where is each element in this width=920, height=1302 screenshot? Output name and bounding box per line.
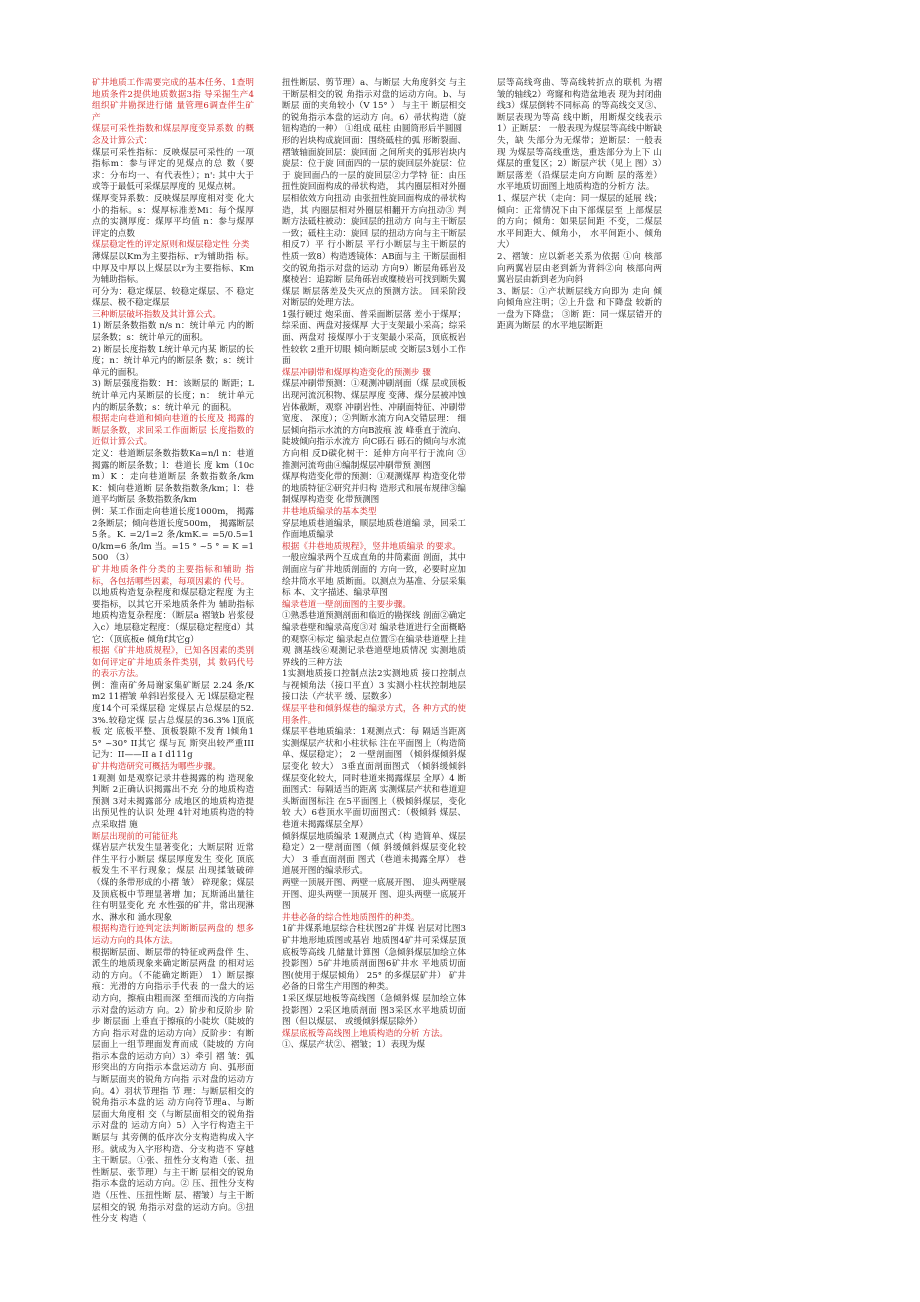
section-heading: 煤层平巷和倾斜煤巷的编录方式，各 种方式的使用条件。 [282, 704, 466, 726]
text-column-3 [497, 78, 665, 333]
section-heading: 煤层可采性指数和煤层厚度变异系数 的概念及计算公式： [92, 124, 254, 146]
section-heading: 矿井构造研究可概括为哪些步骤。 [92, 762, 221, 773]
section-heading: 三种断层破坏指数及其计算公式。 [92, 309, 221, 320]
body-paragraph: 2、褶皱：应以新老关系为依据 ①向 核部向两翼岩层由老到新为背斜②向 核部向两翼岩层由新到老为向斜 [497, 251, 662, 286]
body-paragraph: 例：淮南矿务局谢家集矿断层 2.24 条/Km2 11褶皱 单斜l岩浆侵入 无 l煤层稳定程度14个可采煤层稳 定煤层占总煤层的52.3%.较稳定煤 层占总煤层的36.3% l顶底板 定 底板平整、顶板裂隙不发育 l倾角15° ~30° II其它 煤与瓦 斯突出较严重III 记为：II——II a I d111g [92, 680, 257, 761]
body-paragraph: 1强行硬过 炮采面、普采面断层落 差小于煤厚；综采面、两盘对接煤厚 大于支架最小采高；综采面、两盘对 接煤厚小于支架最小采高，顶底板岩 性较软 2重开切眼 倾向断层或 交断层3划小工作面 [282, 309, 469, 367]
body-paragraph: 扭性断层、剪节理）a、与断层 大角度斜交 与主干断层相交的锐 角指示对盘的运动方向。b、与断层 面的夹角较小（V 15° ） 与主干 断层相交的锐角指示本盘的运动方 向。6）帚状构造（旋钮构造的一种） ①组成 砥柱 由圆筒形后半圆圆 [282, 78, 466, 135]
section-heading: 根据《矿井地质规程》，已知各因素的类别如何评定矿井地质条件类别，其 数码代号的表示方法。 [92, 646, 254, 680]
body-paragraph: 煤层平巷地质编录：1观测点式：每 隔适当距离实测煤层产状和小柱状标 注在平面图上（构造简单、煤层稳定）； 2 一壁剖面图 （倾斜煤倾斜煤层变化 较大） 3垂直面剖面图式 （倾斜缓倾斜 煤层变化较大，同时巷道来揭露煤层 全厚）4 断面图式：每隔适当的距离 实测煤层产状和巷道迎头断面图标注 在5平面图上（极倾斜煤层，变化较 大）6巷顶水平面切面图式：（极倾斜 煤层、巷道未揭露煤层全厚） [282, 727, 469, 830]
body-paragraph: 煤层可采性指标：反映煤层可采性的 一项指标m：参与评定的见煤点的总 数（要求：分布均一、有代表性）；n': 其中大于或等于最低可采煤层厚度的 见煤点树。 [92, 147, 254, 193]
body-paragraph: ①熟悉巷道预测剖面和临近的勘探线 剖面②确定编录巷壁和编录高度③对 编录巷道进行全面概略的观察④标定 编录起点位置⑤在编录巷道壁上挂观 测基线⑥观测记录巷道壁地质情况 实测地质界线的三种方法 [282, 611, 466, 668]
body-paragraph: 1观测 如是观察记录井巷揭露的构 造现象判断 2正确认识揭露出不充 分的地质构造预测 3对未揭露部分 成地区的地质构造提出预见性的认识 处理 4针对地质构造的特点采取措 施 [92, 773, 254, 830]
text-column-1 [92, 78, 257, 1226]
body-paragraph: 根据断层面、断层带的特征或两盘伴 生、派生的地质现象来确定断层两盘 的相对运动的方向。（不能确定断距） 1）断层擦痕：光滑的方向指示手代表 的一盘大的运动方向，擦痕由粗而深 至细而浅的方向指示对盘的运动方 向。2）阶步和反阶步 阶步 断层面 上垂直于擦痕的小陡坎（陡坡的方向 指示对盘的运动方向）反阶步：有断 层面上一组节理面发育而成（陡坡的 方向指示本盘的运动方向）3）牵引 褶 皱：弧形突出的方向指示本盘运动方 向、弧形面与断层面夹的锐角方向指 示对盘的运动方向。4）羽状节理指 节 理：与断层相交的锐角指示本盘的运 动方向符节理a、与断层面大角度相 交（与断层面相交的锐角指示对盘的 运动方向）5）入字行构造主干断层与 其旁侧的低序次分支构造构成入字 形。就成为入字形构造、分支构造不 穿越主干断层。①张、扭性分支构造（张、扭性断层、张节理）与主干断 层相交的锐角指示本盘的运动方向。② 压、扭性分支构造（压性、压扭性断 层、褶皱）与主干断层相交的锐 角指示对盘的运动方向。③扭性分支 构造（ [92, 947, 257, 1225]
section-heading: 编录巷道一壁剖面图的主要步骤。 [282, 599, 411, 610]
section-heading: 根据《井巷地质规程》，竖井地质编录 的要求。 [282, 541, 461, 552]
body-paragraph: 例：某工作面走向巷道长度1000m， 揭露2条断层；倾向巷道长度500m， 揭露断层5条。K. =2/1=2 条/kmK.= =5/0.5=10/km=6 条/lm 当。=15 ° ~5 ° = K =1500 （3） [92, 506, 254, 564]
body-paragraph: ①、煤层产状②、褶皱；1）表现为煤 [282, 1040, 425, 1051]
body-paragraph: 形的岩块构成旋回面：围绕砥柱的弧 形断裂面、褶皱轴面旋回层：旋回面 之间所夹的弧形岩块内旋层：位于旋 回面四的一层的旋回层外旋层：位于 旋回面凸的一层的旋回层②力学特 征：由压扭性旋回面构成的帚状构造， 其内圈层相对外圈层相依效方向扭动 由张扭性旋回面构成的帚状构造，其 内圈层相对外圈层相翻开方向扭动③ 判断方法砥柱被动：旋回层的扭动方 向与主干断层一致；砥柱主动：旋回 层的扭动方向与主干断层相反7）平 行小断层 平行小断层与主干断层的 性质一致8）构造透镜体：AB面与主 干断层面相交的锐角指示对盘的运动 方向9）断层角砾岩及糜棱岩：追踪断 层角砾岩或糜棱岩可找到断失翼煤层 断层落差及失灭点的预测方法。 回采阶段对断层的处理方法。 [282, 135, 469, 309]
body-paragraph: 1采区煤层地板等高线图（急倾斜煤 层加绘立体投影图）2采区地质剖面 图3采区水平地质切面图（但以煤层、 或缓倾斜煤层除外） [282, 993, 466, 1028]
text-column-2 [282, 78, 469, 1052]
body-paragraph: 以地质构造复杂程度和煤层稳定程度 为主要指标，以其它开采地质条件为 辅助指标地质构造复杂程度：（断层a 褶皱b 岩浆侵入c）地层稳定程度：（煤层稳定程度d）其它：（顶底板e 倾角f其它g） [92, 588, 254, 645]
section-heading: 矿井地质条件分类的主要指标和辅助 指标，各包括哪些因素，每项因素的 代号。 [92, 564, 254, 587]
section-heading: 断层出现前的可能征兆 [92, 831, 178, 842]
body-paragraph: 层等高线弯曲、等高线转折点的联机 为褶皱的轴线2）弯窿和构造盆地表 现为封闭曲线3）煤层倒转不同标高 的等高线交叉③、断层表现为等高 线中断，用断煤交线表示1）正断层： 一般表现为煤层等高线中断缺失，缺 失部分为无煤带；逆断层：一般表现 为煤层等高线重迭，重迭部分为上下 山煤层的重复区；2）断层产状（见上 图）3）断层落差（沿煤层走向方向断 层的落差） 水平地质切面图上地质构造的分析方 法。 [497, 78, 665, 193]
body-paragraph: 两壁一顶展开图、两壁一底展开图、 迎头两壁展开图、迎头两壁一顶展开 图、迎头两壁一底展开图 [282, 877, 466, 912]
body-paragraph: 3) 断层强度指数：H：该断层的 断距；L统计单元内某断层的长度；n： 统计单元内的断层条数；s：统计单元 的面积。 [92, 379, 254, 413]
body-paragraph: 煤厚变异系数：反映煤层厚度相对变 化大小的指标。s：煤厚标准差Mi：每个煤厚点的实测厚度：煤厚平均值 n：参与煤厚评定的点数 [92, 193, 254, 239]
body-paragraph: 1) 断层条数指数 n/s n：统计单元 内的断层条数；s：统计单元的面积。 [92, 321, 254, 344]
body-paragraph: 3、断层：①产状断层线方向即为 走向 倾向倾角应注明；②上升盘 和下降盘 较新的一盘为下降盘； ③断 距：同一煤层错开的距离为断层 的水平地层断距 [497, 286, 662, 332]
body-paragraph: 一般应编录两个互成直角的井筒素面 剖面，其中剖面应与矿井地质剖面的 方向一致，必要时应加绘井筒水平地 质断面。以测点为基准、分层采集标 本、文字描述、编录草图 [282, 553, 466, 599]
section-heading: 煤层底板等高线图上地质构造的分析 方法。 [282, 1028, 449, 1039]
section-heading: 井巷地质编录的基本类型 [282, 506, 377, 517]
section-heading: 煤层冲刷带和煤厚构造变化的预测步 骤 [282, 367, 431, 378]
section-heading: 矿井地质工作需要完成的基本任务、1查明地质条件2提供地质数据3指 导采掘生产4组织矿井勘探进行储 量管理6调查伴生矿产 [92, 78, 254, 123]
body-paragraph: 1实测地质接口控制点法2实测地质 接口控制点与视倾角法（接口平直）3 实测小柱状控制地层接口法（产状平 缓、层数多） [282, 669, 466, 703]
body-paragraph: 倾斜煤层地质编录 1观测点式（构 造简单、煤层稳定）2一壁剖面图（倾 斜缓倾斜煤层变化较大） 3 垂直面剖面 图式（巷道未揭露全厚） 巷道展开图的编录形式。 [282, 831, 466, 877]
body-paragraph: 煤岩层产状发生显著变化；大断层附 近常伴生平行小断层 煤层厚度发生 变化 顶底板发生不平行现象；煤层 出现揉皱破碎（煤的条带形成的小褶 皱） 碎现象；煤层及顶底板中节理显著增 加；瓦斯涌出量往往有明显变化 充 水性强的矿井，常出现淋水、淋水和 涌水现象 [92, 843, 254, 923]
body-paragraph: 定义：巷道断层条数指数Ka=n/l n：巷道揭露的断层条数；l：巷道长 度 km（10cm）K ：走向巷道断层 条数指数条/kmK：倾向巷道断 层条数指数条/km；l：巷道平均断层 条数指数条/km [92, 449, 254, 506]
body-paragraph: 可分为：稳定煤层、较稳定煤层、不 稳定煤层、极不稳定煤层 [92, 286, 254, 309]
section-heading: 根据走向巷道和倾向巷道的长度及 揭露的断层条数，求回采工作面断层 长度指数的近似计算公式。 [92, 414, 254, 448]
body-paragraph: 煤层冲刷带预测：①观测冲刷剖面（煤 层或顶板出现河流沉积物、煤层厚度 变薄、煤分层被冲蚀岩体截断，观察 冲刷岩性、冲刷面特征、冲刷带宽度、 深度）；②判断水流方向A交错层理： 细层倾向指示水流的方向B波痕 波 峰垂直于流向、陡坡倾向指示水流方 向C砾石 砾石的倾向与水流方向相 反D碳化树干：延伸方向平行于流向 ③ 推测河流弯曲④编制煤层冲刷带预 测图 [282, 379, 469, 471]
section-heading: 根据构造行迹判定法判断断层两盘的 想多运动方向的具体方法。 [92, 924, 254, 946]
body-paragraph: 薄煤层以Km为主要指标、r为辅助指 标。中厚及中厚以上煤层以r为主要指标、Km为辅助指标。 [92, 251, 254, 286]
body-paragraph: 2) 断层长度指数 L统计单元内某 断层的长度；n：统计单元内的断层条 数；s：统计单元的面积。 [92, 344, 254, 378]
section-heading: 井巷必备的综合性地质图件的种类。 [282, 912, 420, 923]
body-paragraph: 1、煤层产状（走向：同一煤层的延展 线；倾向：正常情况下由下部煤层至 上部煤层的方向；倾角：如果层间距 不变，二煤层水平间距大、倾角小， 水平间距小、倾角大） [497, 193, 662, 251]
body-paragraph: 煤厚构造变化带的预测：①观测煤厚 构造变化带的地质特征②研究并归构 造形式和展布规律③编制煤厚构造变 化带预测图 [282, 472, 466, 506]
body-paragraph: 穿层地质巷道编录，顺层地质巷道编 录，回采工作面地质编录 [282, 518, 466, 541]
body-paragraph: 1矿井煤系地层综合柱状图2矿井煤 岩层对比图3矿井地形地质图或基岩 地质图4矿井可采煤层顶底板等高线 几储量计算图（急倾斜煤层加绘立体 投影图）5矿井地质剖面图6矿井水 平地质切面图(使用于煤层倾角） 25° 的多煤层矿井） 矿井必备的日常生产用图的种类。 [282, 924, 469, 993]
section-heading: 煤层稳定性的评定原则和煤层稳定性 分类 [92, 240, 250, 251]
